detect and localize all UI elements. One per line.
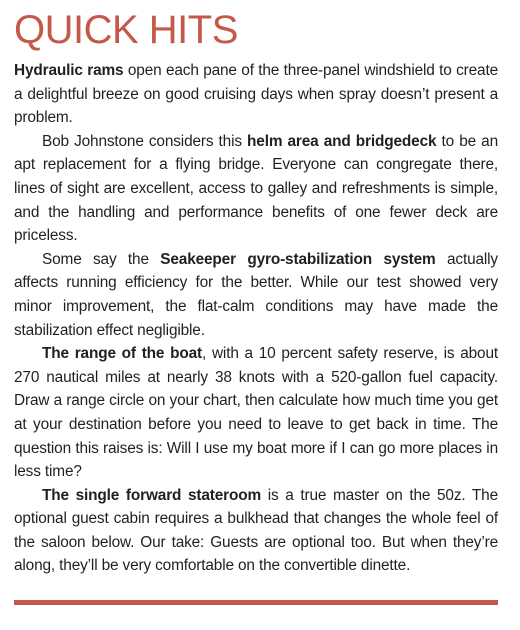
paragraph-text: is a true master on the 50z. The optional guest cabin requires a bulkhead that changes the whole feel of the saloon below. Our take: Guests are optional too. But when they’re along, they’ll be very comfortable on the convertible dinette.	[14, 486, 498, 575]
paragraph-text: , with a 10 percent safety reserve, is about 270 nautical miles at nearly 38 knots with a 520-gallon fuel capacity. Draw a range circle on your chart, then calculate how much time you get at your destination before you need to leave to get back in time. The question this raises is: Will I use my boat more if I can go more places in less time?	[14, 345, 498, 481]
paragraph-helm-area	[14, 130, 498, 248]
paragraph-text: Bob Johnstone considers this	[42, 132, 248, 150]
bold-lead: Seakeeper gyro-stabilization system	[160, 250, 436, 268]
bold-lead: The single forward stateroom	[42, 486, 262, 504]
paragraph-text: Some say the	[42, 250, 161, 268]
paragraph-text: open each pane of the three-panel windshield to create a delightful breeze on good cruising days when spray doesn’t present a problem.	[14, 62, 499, 127]
article	[14, 6, 498, 578]
paragraph-stateroom	[14, 484, 498, 578]
bold-lead: Hydraulic rams	[14, 62, 124, 79]
paragraph-hydraulic-rams	[14, 59, 498, 130]
bottom-divider	[14, 600, 498, 605]
paragraph-range	[14, 342, 498, 484]
paragraph-text: actually affects running efficiency for the better. While our test showed very minor improvement, the flat-calm conditions may have made the stabilization effect negligible.	[14, 250, 498, 339]
paragraph-text: to be an apt replacement for a flying bridge. Everyone can congregate there, lines of sight are excellent, access to galley and refreshments is simple, and the handling and performance benefits of one fewer deck are priceless.	[14, 132, 498, 245]
section-heading: QUICK HITS	[14, 8, 238, 52]
bold-lead: The range of the boat	[42, 345, 203, 363]
bold-lead: helm area and bridgedeck	[247, 132, 437, 150]
paragraph-seakeeper	[14, 248, 498, 342]
